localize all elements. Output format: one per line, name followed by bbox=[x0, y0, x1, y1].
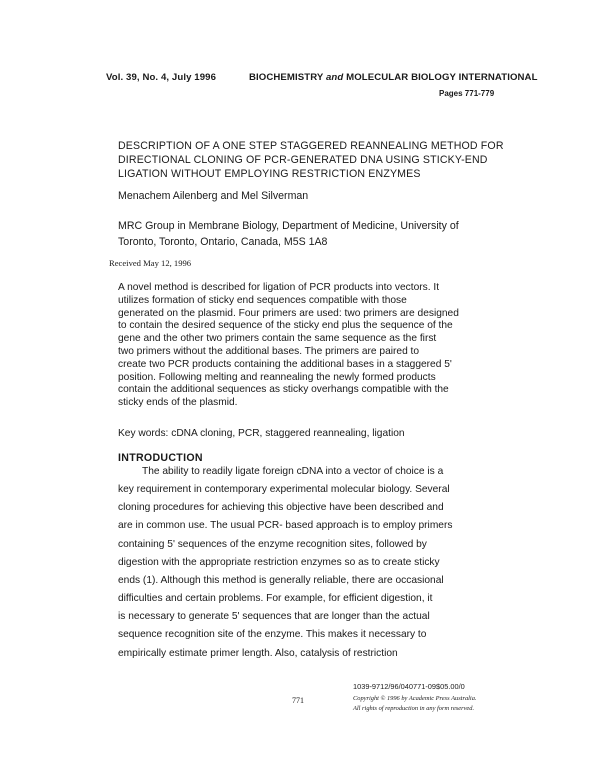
title-line: DESCRIPTION OF A ONE STEP STAGGERED REANNEALING METHOD FOR bbox=[118, 140, 504, 152]
volume-info: Vol. 39, No. 4, July 1996 bbox=[106, 72, 217, 83]
abstract-line: contain the additional sequences as sticky overhangs compatible with the bbox=[118, 384, 449, 396]
abstract-line: sticky ends of the plasmid. bbox=[118, 397, 238, 409]
intro-line: key requirement in contemporary experimental molecular biology. Several bbox=[118, 484, 450, 496]
intro-line: empirically estimate primer length. Also, catalysis of restriction bbox=[118, 647, 398, 659]
abstract-line: A novel method is described for ligation of PCR products into vectors. It bbox=[118, 282, 440, 293]
rights-notice: All rights of reproduction in any form reserved. bbox=[353, 705, 475, 712]
affiliation-line: Toronto, Toronto, Ontario, Canada, M5S 1A8 bbox=[118, 235, 328, 248]
title-line: LIGATION WITHOUT EMPLOYING RESTRICTION ENZYMES bbox=[118, 168, 421, 180]
journal-name-part1: BIOCHEMISTRY bbox=[249, 72, 326, 83]
article-title bbox=[118, 139, 504, 181]
affiliation bbox=[118, 219, 459, 250]
abstract-line: gene and the other two primers contain the same sequence as the first bbox=[118, 333, 437, 345]
intro-line: containing 5' sequences of the enzyme recognition sites, followed by bbox=[118, 538, 427, 550]
abstract-line: create two PCR products containing the additional bases in a staggered 5' bbox=[118, 358, 452, 370]
page-range: Pages 771-779 bbox=[439, 89, 495, 98]
abstract-line: generated on the plasmid. Four primers are used: two primers are designed bbox=[118, 307, 459, 319]
authors: Menachem Ailenberg and Mel Silverman bbox=[118, 190, 309, 202]
keywords: Key words: cDNA cloning, PCR, staggered reannealing, ligation bbox=[118, 428, 405, 439]
abstract-line: utilizes formation of sticky end sequences compatible with those bbox=[118, 294, 407, 306]
journal-name-part2: MOLECULAR BIOLOGY INTERNATIONAL bbox=[343, 72, 538, 83]
introduction-body bbox=[118, 463, 452, 663]
intro-line: difficulties and certain problems. For example, for efficient digestion, it bbox=[118, 593, 433, 605]
copyright-notice: Copyright © 1996 by Academic Press Australia. bbox=[353, 695, 477, 702]
intro-line: cloning procedures for achieving this objective have been described and bbox=[118, 502, 444, 514]
abstract-line: to contain the desired sequence of the sticky end plus the sequence of the bbox=[118, 320, 453, 332]
journal-name-and: and bbox=[326, 72, 344, 83]
title-line: DIRECTIONAL CLONING OF PCR-GENERATED DNA USING STICKY-END bbox=[118, 154, 488, 166]
abstract-line: two primers without the additional bases. The primers are paired to bbox=[118, 345, 420, 357]
intro-line: is necessary to generate 5' sequences that are longer than the actual bbox=[118, 611, 430, 623]
abstract bbox=[118, 282, 459, 410]
intro-line: The ability to readily ligate foreign cDNA into a vector of choice is a bbox=[142, 466, 444, 477]
running-header bbox=[106, 72, 538, 83]
abstract-line: position. Following melting and reannealing the newly formed products bbox=[118, 371, 436, 383]
journal-name bbox=[249, 72, 538, 83]
intro-line: ends (1). Although this method is generally reliable, there are occasional bbox=[118, 574, 444, 586]
intro-line: digestion with the appropriate restriction enzymes so as to create sticky bbox=[118, 556, 440, 568]
received-date: Received May 12, 1996 bbox=[109, 258, 192, 268]
intro-line: are in common use. The usual PCR- based approach is to employ primers bbox=[118, 520, 453, 532]
page-number: 771 bbox=[292, 696, 304, 705]
article-code: 1039-9712/96/040771-09$05.00/0 bbox=[353, 682, 465, 691]
section-heading-introduction: INTRODUCTION bbox=[118, 452, 203, 464]
affiliation-line: MRC Group in Membrane Biology, Department of Medicine, University of bbox=[118, 220, 459, 232]
intro-line: sequence recognition site of the enzyme. This makes it necessary to bbox=[118, 629, 427, 641]
